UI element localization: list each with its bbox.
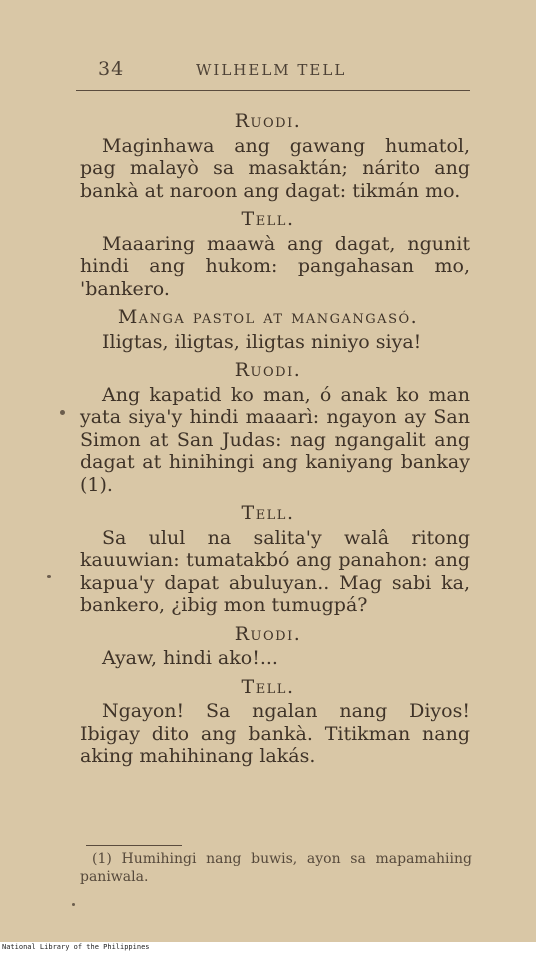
speaker-heading: Ruodi. (234, 622, 302, 645)
page-speck (60, 410, 65, 415)
dialogue-paragraph: Ngayon! Sa ngalan nang Diyos! Ibigay dito ang bankà. Titikman nang aking mahihinang lakás. (80, 700, 470, 767)
dialogue-paragraph: Maaaring maawà ang dagat, ngunit hindi ang hukom: pangahasan mo, 'bankero. (80, 232, 470, 300)
dialogue-paragraph: Ang kapatid ko man, ó anak ko man yata siya'y hindi maaarì: ngayon ay San Simon at San Judas: nag ngangalit ang dagat at hinihingi ang kaniyang bankay (1). (80, 383, 470, 496)
speaker-heading: Tell. (241, 208, 295, 230)
header-rule (76, 90, 470, 91)
speaker-heading: Ruodi. (234, 110, 302, 132)
footnote: (1) Humihingi nang buwis, ayon sa mapamahiing paniwala. (80, 851, 472, 885)
dialogue-body (0, 110, 536, 774)
page-speck (72, 903, 75, 906)
page-header (0, 56, 536, 86)
speaker-heading: Tell. (241, 502, 295, 524)
speaker-heading: Tell. (241, 675, 295, 698)
page-number: 34 (98, 58, 125, 80)
dialogue-paragraph: Ayaw, hindi ako!... (102, 647, 278, 669)
footnote-rule (86, 845, 182, 846)
dialogue-paragraph: Iligtas, iligtas, iligtas niniyo siya! (102, 330, 422, 353)
dialogue-paragraph: Maginhawa ang gawang humatol, pag malayò sa masaktán; nárito ang bankà at naroon ang dagat: tikmán mo. (80, 134, 470, 202)
dialogue-paragraph: Sa ulul na salita'y walâ ritong kauuwian: tumatakbó ang panahon: ang kapua'y dapat abuluyan.. Mag sabi ka, bankero, ¿ibig mon tumugpá? (80, 526, 470, 616)
library-label: National Library of the Philippines (0, 942, 536, 953)
speaker-heading: Manga pastol at mangangasó. (117, 306, 419, 328)
speaker-heading: Ruodi. (234, 359, 302, 381)
running-title: WILHELM TELL (196, 61, 347, 79)
page-speck (47, 575, 51, 578)
